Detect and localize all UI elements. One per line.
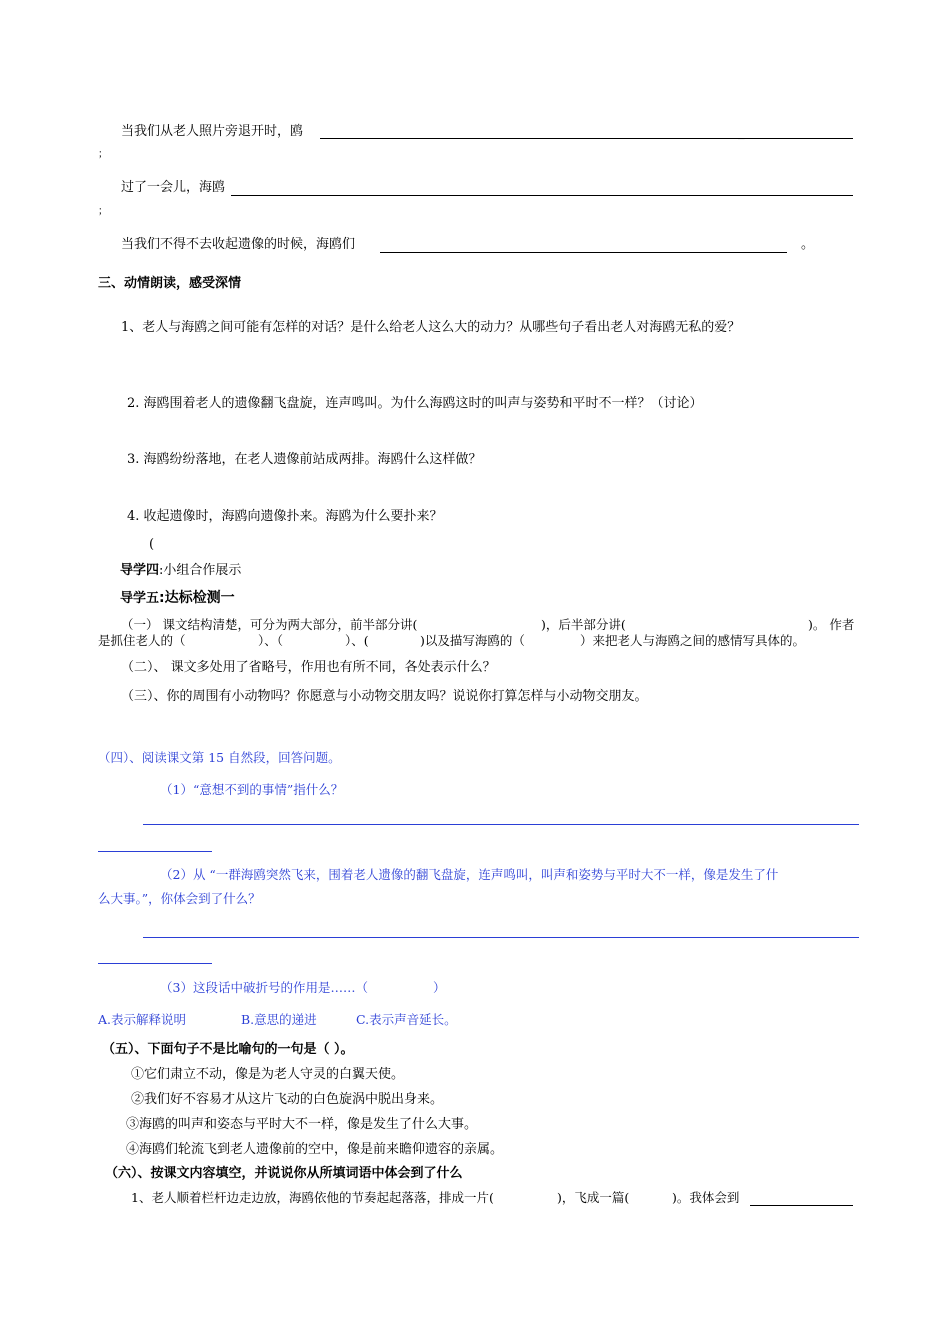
section-4-question-1: （1）“意想不到的事情”指什么？ <box>160 782 344 797</box>
section-5-heading: （五）、下面句子不是比喻句的一句是（ ）。 <box>102 1042 354 1057</box>
section-6-answer-blank[interactable] <box>750 1205 853 1206</box>
guide-4 <box>120 564 241 577</box>
section-4-option-c[interactable]: C.表示声音延长。 <box>356 1012 457 1027</box>
section-6-question-1-a: 1、老人顺着栏杆边走边放，海鸥依他的节奏起起落落，排成一片( <box>131 1190 494 1205</box>
section-4-answer-line-2a[interactable] <box>143 937 859 938</box>
section-3-question-1: 1、老人与海鸥之间可能有怎样的对话？是什么给老人这么大的动力？从哪些句子看出老人对海鸥无私的爱？ <box>121 320 741 335</box>
test-p1-d: 是抓住老人的（ <box>98 633 186 648</box>
section-4-question-2-line-1: （2）从 “一群海鸥突然飞来，围着老人遗像的翻飞盘旋，连声鸣叫，叫声和姿势与平时大不一样，像是发生了什 <box>160 867 779 882</box>
test-p1-g: )以及描写海鸥的（ <box>420 633 525 648</box>
guide-5-label: 导学五 <box>120 591 160 606</box>
guide-5 <box>120 591 235 605</box>
fill-line-3-blank[interactable] <box>380 252 787 253</box>
section-4-heading: （四）、阅读课文第 15 自然段，回答问题。 <box>98 750 341 765</box>
fill-line-1-text: 当我们从老人照片旁退开时，鸥 <box>121 124 304 139</box>
section-3-question-4: 4. 收起遗像时，海鸥向遗像扑来。海鸥为什么要扑来？ <box>127 509 443 524</box>
fill-line-3-text: 当我们不得不去收起遗像的时候，海鸥们 <box>121 237 356 252</box>
section-3-heading: 三、动情朗读，感受深情 <box>98 276 242 291</box>
section-5-item-2: ②我们好不容易才从这片飞动的白色旋涡中脱出身来。 <box>131 1092 444 1107</box>
section-3-question-2: 2. 海鸥围着老人的遗像翻飞盘旋，连声鸣叫。为什么海鸥这时的叫声与姿势和平时不一样？（讨论） <box>127 396 703 411</box>
section-4-answer-line-1a[interactable] <box>143 824 859 825</box>
fill-line-3-end: 。 <box>801 237 815 252</box>
section-5-item-4: ④海鸥们轮流飞到老人遗像前的空中，像是前来瞻仰遗容的亲属。 <box>126 1142 504 1157</box>
section-6-heading: （六）、按课文内容填空，并说说你从所填词语中体会到了什么 <box>105 1166 463 1181</box>
section-5-item-3: ③海鸥的叫声和姿态与平时大不一样，像是发生了什么大事。 <box>126 1117 478 1132</box>
section-6-question-1-c: )。我体会到 <box>672 1190 740 1205</box>
section-6-question-1-b: )，飞成一篇( <box>557 1190 630 1205</box>
section-3-question-4-paren: ( <box>149 537 155 552</box>
section-4-answer-line-2b[interactable] <box>98 963 212 964</box>
fill-line-1-dash: _ <box>738 125 745 140</box>
fill-line-1-blank[interactable] <box>320 138 853 139</box>
test-p1-h: ）来把老人与海鸥之间的感情写具体的。 <box>580 633 806 648</box>
section-4-option-b[interactable]: B.意思的递进 <box>241 1012 317 1027</box>
guide-5-text: :达标检测一 <box>159 590 235 606</box>
section-4-answer-line-1b[interactable] <box>98 851 212 852</box>
fill-line-2-end: ； <box>98 206 108 217</box>
test-p1-a: （一） 课文结构清楚，可分为两大部分，前半部分讲( <box>121 617 418 632</box>
section-5-item-1: ①它们肃立不动，像是为老人守灵的白翼天使。 <box>131 1067 405 1082</box>
fill-line-2-text: 过了一会儿，海鸥 <box>121 180 226 195</box>
section-4-question-2-line-2: 么大事。”，你体会到了什么？ <box>98 891 261 906</box>
test-p1-f: ）、( <box>345 633 369 648</box>
test-p1-c: )。 作者 <box>808 617 855 632</box>
guide-4-text: :小组合作展示 <box>159 563 242 578</box>
test-p1-b: )，后半部分讲( <box>541 617 626 632</box>
test-p2: （二）、 课文多处用了省略号，作用也有所不同，各处表示什么？ <box>121 660 496 675</box>
section-3-question-3: 3. 海鸥纷纷落地，在老人遗像前站成两排。海鸥什么这样做？ <box>127 452 482 467</box>
guide-4-label: 导学四 <box>120 563 160 578</box>
fill-line-1-end: ； <box>98 149 108 160</box>
test-p3: （三）、你的周围有小动物吗？你愿意与小动物交朋友吗？说说你打算怎样与小动物交朋友。 <box>121 689 648 704</box>
section-4-question-3: （3）这段话中破折号的作用是……（ <box>160 980 368 995</box>
section-4-option-a[interactable]: A.表示解释说明 <box>98 1012 187 1027</box>
fill-line-2-blank[interactable] <box>231 195 853 196</box>
test-p1-e: ）、（ <box>258 633 284 648</box>
section-4-question-3-end: ） <box>433 980 446 995</box>
